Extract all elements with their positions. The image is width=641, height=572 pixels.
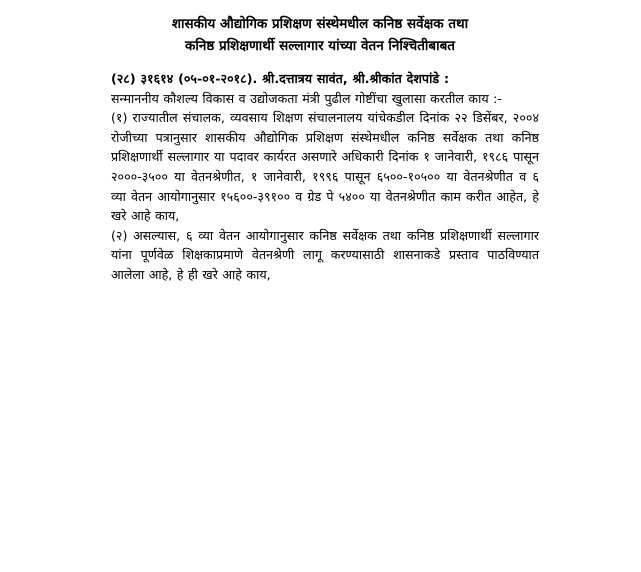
question-point-1: (१) राज्यातील संचालक, व्यवसाय शिक्षण संचालनालय यांचेकडील दिनांक २२ डिसेंबर, २००४ रोजीच्या पत्रानुसार शासकीय औद्योगिक प्रशिक्षण संस्थेमधील कनिष्ठ सर्वेक्षक तथा कनिष्ठ प्रशिक्षणार्थी सल्लागार या पदावर कार्यरत असणारे अधिकारी दिनांक १ जानेवारी, १९८६ पासून २०००-३५०० या वेतनश्रेणीत, १ जानेवारी, १९९६ पासून ६५००-१०५०० या वेतनश्रेणीत व ६ व्या वेतन आयोगानुसार १५६००-३९१०० व ग्रेड पे ५४०० या वेतनश्रेणीत काम करीत आहेत, हे खरे आहे काय, bbox=[111, 110, 539, 224]
question-intro: सन्माननीय कौशल्य विकास व उद्योजकता मंत्री पुढील गोष्टींचा खुलासा करतील काय :- bbox=[111, 90, 502, 106]
document-title-line-2: कनिष्ठ प्रशिक्षणार्थी सल्लागार यांच्या वेतन निश्चितीबाबत bbox=[185, 38, 455, 54]
document-title-line-1: शासकीय औद्योगिक प्रशिक्षण संस्थेमधील कनिष्ठ सर्वेक्षक तथा bbox=[171, 16, 469, 32]
question-point-2: (२) असल्यास, ६ व्या वेतन आयोगानुसार कनिष्ठ सर्वेक्षक तथा कनिष्ठ प्रशिक्षणार्थी सल्लागार यांना पूर्णवेळ शिक्षकाप्रमाणे वेतनश्रेणी लागू करण्यासाठी शासनाकडे प्रस्ताव पाठविण्यात आलेला आहे, हे ही खरे आहे काय, bbox=[111, 227, 539, 282]
question-body bbox=[111, 69, 539, 285]
question-header: (२८) ३१६१४ (०५-०१-२०१८). श्री.दत्तात्रय सावंत, श्री.श्रीकांत देशपांडे : bbox=[111, 71, 449, 86]
